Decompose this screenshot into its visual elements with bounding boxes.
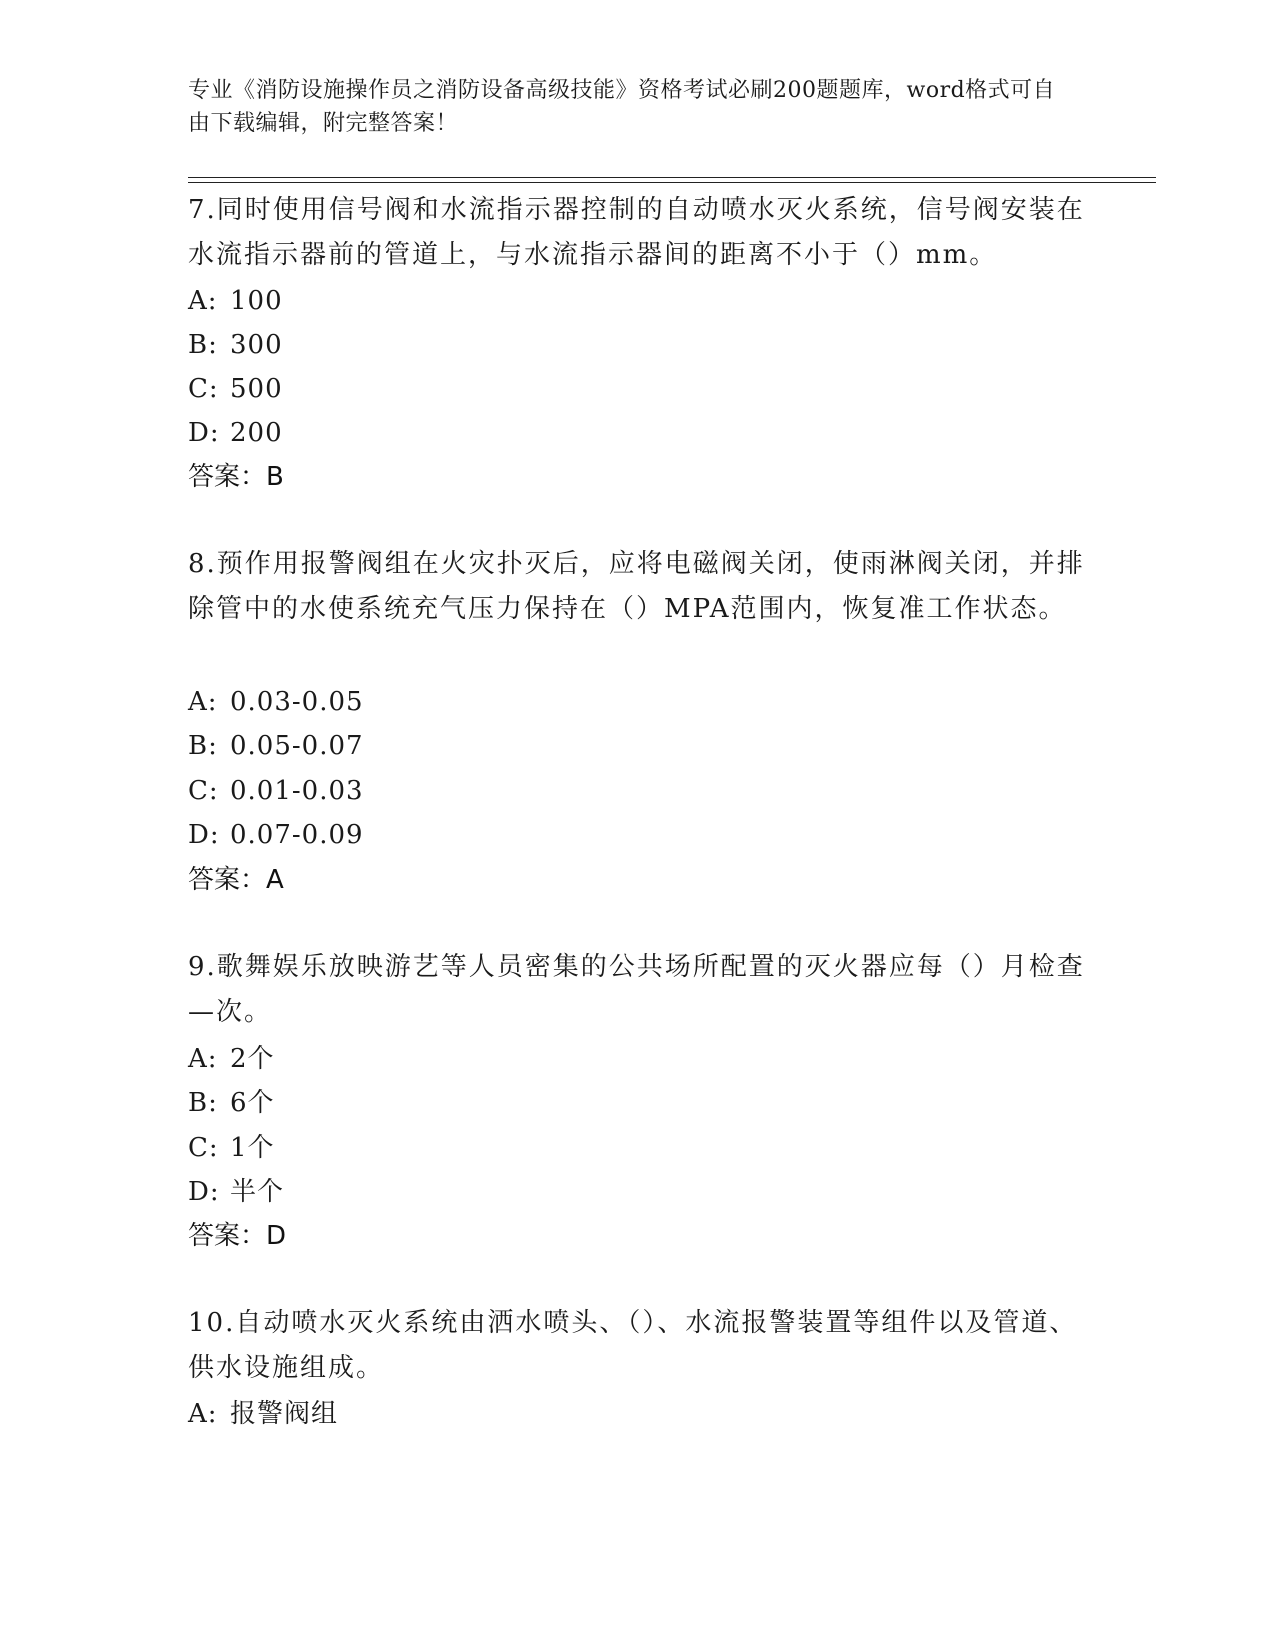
answer-label: 答案：B: [188, 462, 284, 492]
option-letter: D:: [188, 418, 220, 448]
option-letter: C:: [188, 374, 219, 404]
option-letter: B:: [188, 1088, 218, 1118]
option-letter: C:: [188, 776, 219, 806]
option-letter: C:: [188, 1133, 219, 1163]
option-text: 6个: [230, 1088, 275, 1118]
option-text: 半个: [230, 1177, 285, 1207]
option-text: 300: [230, 330, 283, 360]
option-text: 2个: [230, 1044, 275, 1074]
option-letter: A:: [188, 687, 218, 717]
option-a: [188, 680, 364, 725]
option-text: 0.07-0.09: [230, 820, 364, 850]
option-letter: B:: [188, 330, 218, 360]
option-letter: D:: [188, 820, 220, 850]
option-a: [188, 1392, 338, 1437]
document-header: 专业《消防设施操作员之消防设备高级技能》资格考试必刷200题题库，word格式可自由下载编辑，附完整答案！: [188, 78, 1056, 136]
option-text: 报警阀组: [230, 1399, 339, 1429]
option-c: [188, 769, 364, 814]
option-b: [188, 323, 283, 368]
answer-label: 答案：A: [188, 865, 284, 895]
option-a: [188, 1037, 275, 1082]
question-stem: 8.预作用报警阀组在火灾扑灭后，应将电磁阀关闭，使雨淋阀关闭，并排除管中的水使系统充气压力保持在（）MPA范围内，恢复准工作状态。: [188, 549, 1085, 624]
option-d: [188, 813, 364, 858]
option-letter: A:: [188, 1044, 218, 1074]
option-text: 0.05-0.07: [230, 731, 364, 761]
option-a: [188, 279, 283, 324]
option-letter: D:: [188, 1177, 220, 1207]
answer-label: 答案：D: [188, 1221, 287, 1251]
question-stem: 10.自动喷水灭火系统由洒水喷头、（）、水流报警装置等组件以及管道、供水设施组成。: [188, 1308, 1078, 1383]
option-text: 0.01-0.03: [230, 776, 364, 806]
option-letter: A:: [188, 286, 218, 316]
option-text: 1个: [230, 1133, 275, 1163]
option-d: [188, 411, 283, 456]
option-c: [188, 367, 283, 412]
option-b: [188, 724, 364, 769]
option-text: 500: [230, 374, 283, 404]
option-d: [188, 1170, 284, 1215]
option-text: 100: [230, 286, 283, 316]
header-divider-double: [188, 182, 1156, 183]
option-c: [188, 1126, 275, 1171]
question-stem: 7.同时使用信号阀和水流指示器控制的自动喷水灭火系统，信号阀安装在水流指示器前的管道上，与水流指示器间的距离不小于（）mm。: [188, 195, 1085, 270]
option-b: [188, 1081, 275, 1126]
option-text: 0.03-0.05: [230, 687, 364, 717]
option-text: 200: [230, 418, 283, 448]
question-stem: 9.歌舞娱乐放映游艺等人员密集的公共场所配置的灭火器应每（）月检查—次。: [188, 952, 1085, 1027]
option-letter: A:: [188, 1399, 218, 1429]
option-letter: B:: [188, 731, 218, 761]
header-divider: [188, 177, 1156, 178]
